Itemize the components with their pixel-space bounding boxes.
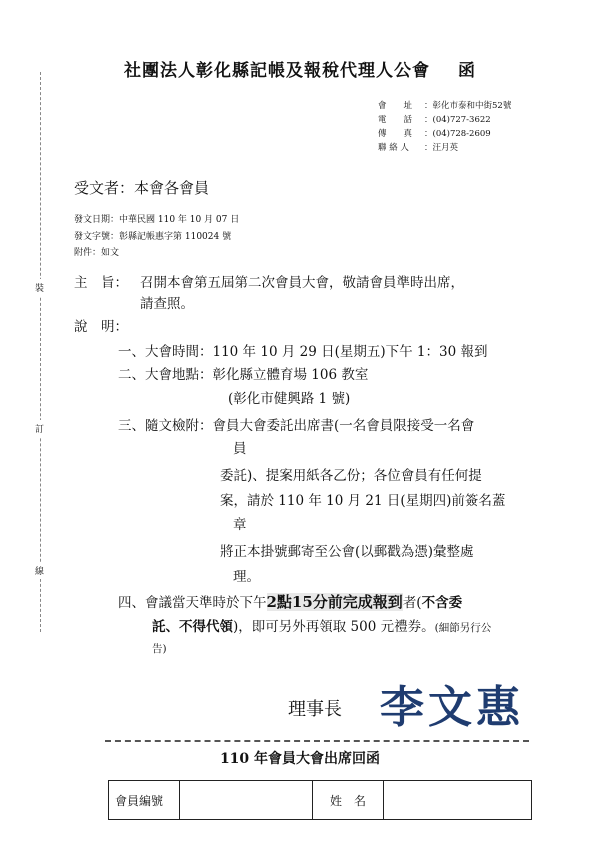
checkin-deadline: 2點15分前完成報到 <box>266 593 403 611</box>
name-label: 姓 名 <box>313 781 384 820</box>
binding-line <box>40 72 41 632</box>
reply-form-table <box>108 780 532 820</box>
contact-fax: 傳 真 ：(04)728-2609 <box>378 129 491 139</box>
reply-form-title: 110 年會員大會出席回函 <box>219 751 381 767</box>
binding-mark-3: 線 <box>35 562 44 579</box>
item-3-line-2: 員 <box>233 441 247 457</box>
item-3-line-3: 委託)、提案用紙各乙份；各位會員有任何提 <box>220 468 482 484</box>
item-3-line-4: 案，請於 110 年 10 月 21 日(星期四)前簽名蓋 <box>220 493 506 509</box>
document-title <box>0 56 600 81</box>
explanation-label: 說 明： <box>74 319 128 335</box>
chairman-label: 理事長 <box>288 699 342 720</box>
item-2-address: (彰化市健興路 1 號) <box>228 391 351 407</box>
item-4-line-2: 託、不得代領)，即可另外再領取 500 元禮券。(細節另行公 <box>152 619 492 635</box>
contact-phone: 電 話 ：(04)727-3622 <box>378 115 491 125</box>
item-3-line-1: 三、隨文檢附：會員大會委託出席書(一名會員限接受一名會 <box>118 418 475 434</box>
binding-mark-1: 裝 <box>35 279 44 296</box>
member-number-label: 會員編號 <box>109 781 180 820</box>
doc-type: 函 <box>458 61 476 81</box>
binding-mark-2: 訂 <box>35 420 44 437</box>
cut-line <box>105 740 529 742</box>
contact-person: 聯 絡 人 ：汪月英 <box>378 143 459 153</box>
attachment: 附件：如文 <box>74 248 120 258</box>
contact-address: 會 址 ：彰化市泰和中街52號 <box>378 101 512 111</box>
subject-label: 主 旨： <box>74 275 128 291</box>
item-1-time: 一、大會時間：110 年 10 月 29 日(星期五)下午 1：30 報到 <box>118 344 488 360</box>
item-3-line-6: 將正本掛號郵寄至公會(以郵戳為憑)彙整處 <box>220 544 474 560</box>
doc-number: 發文字號：彰縣記帳惠字第 110024 號 <box>74 232 232 242</box>
subject-line-2: 請查照。 <box>140 296 194 312</box>
item-3-line-5: 章 <box>233 517 247 533</box>
org-name: 社團法人彰化縣記帳及報稅代理人公會 <box>124 61 430 81</box>
chairman-seal <box>378 676 548 732</box>
item-4-line-1: 四、會議當天準時於下午2點15分前完成報到者(不含委 <box>118 593 463 611</box>
issue-date: 發文日期：中華民國 110 年 10 月 07 日 <box>74 215 240 225</box>
recipient: 受文者：本會各會員 <box>74 179 210 197</box>
item-2-location: 二、大會地點：彰化縣立體育場 106 教室 <box>118 367 369 383</box>
member-number-field[interactable] <box>180 781 313 820</box>
subject-line-1: 召開本會第五屆第二次會員大會，敬請會員準時出席， <box>140 275 464 291</box>
item-4-line-3: 告) <box>152 643 167 655</box>
name-field[interactable] <box>384 781 532 820</box>
item-3-line-7: 理。 <box>233 569 260 585</box>
seal-text: 李文惠 <box>380 682 524 732</box>
